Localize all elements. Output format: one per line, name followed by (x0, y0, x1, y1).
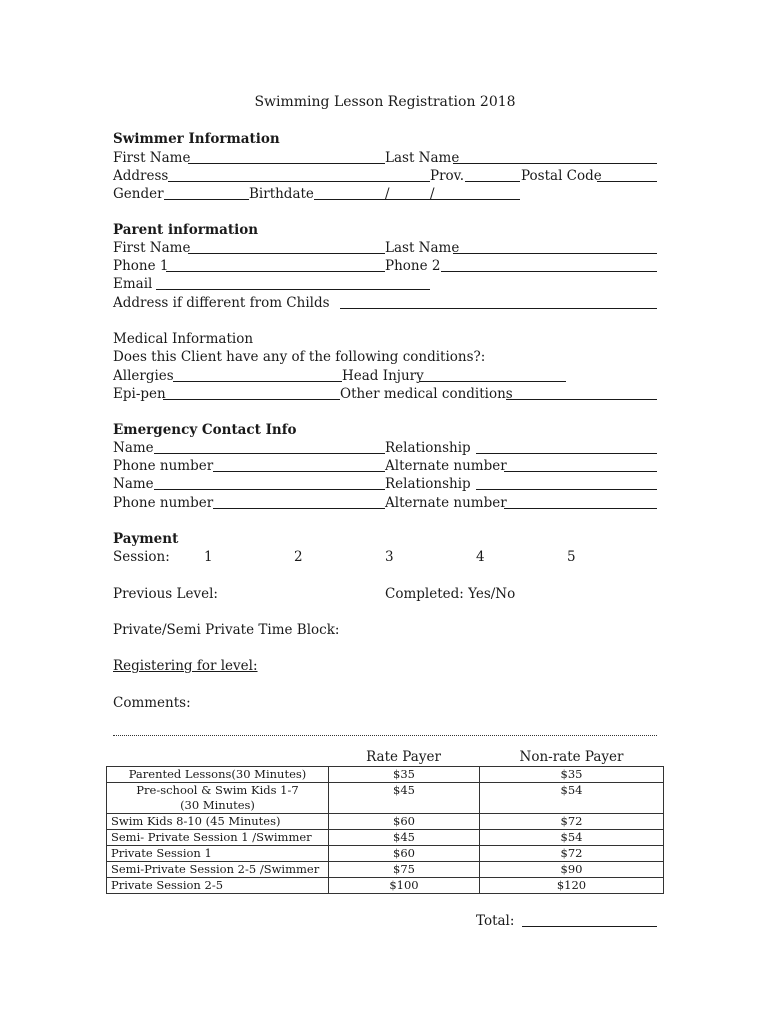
head-injury-field[interactable] (419, 367, 566, 382)
emergency-alternate-label: Alternate number (385, 458, 507, 474)
previous-level-label: Previous Level: (113, 586, 218, 602)
other-conditions-label: Other medical conditions (340, 386, 513, 402)
swimmer-gender-label: Gender (113, 186, 164, 202)
total-label: Total: (476, 913, 515, 929)
emergency-name-field[interactable] (154, 439, 385, 454)
emergency-relationship2-field[interactable] (476, 475, 657, 490)
session-option-4[interactable]: 4 (476, 549, 485, 565)
nonrate-price: $72 (480, 814, 664, 830)
allergies-label: Allergies (113, 368, 174, 384)
swimmer-first-name-field[interactable] (188, 149, 385, 164)
registering-level-label: Registering for level: (113, 658, 258, 674)
epipen-label: Epi-pen (113, 386, 166, 402)
parent-address-field[interactable] (340, 294, 657, 309)
nonrate-price: $90 (480, 862, 664, 878)
rate-price: $45 (329, 830, 480, 846)
lesson-name: Private Session 2-5 (107, 878, 329, 894)
table-row (107, 767, 664, 783)
nonrate-price: $35 (480, 767, 664, 783)
parent-phone2-field[interactable] (441, 257, 657, 272)
emergency-alternate2-field[interactable] (504, 494, 657, 509)
swimmer-last-name-label: Last Name (385, 150, 460, 166)
swimmer-prov-field[interactable] (465, 167, 520, 182)
parent-email-label: Email (113, 276, 153, 292)
lesson-name: Parented Lessons(30 Minutes) (107, 767, 329, 783)
parent-phone2-label: Phone 2 (385, 258, 441, 274)
emergency-phone2-label: Phone number (113, 495, 214, 511)
swimmer-postal-label: Postal Code (521, 168, 602, 184)
parent-last-name-label: Last Name (385, 240, 460, 256)
swimmer-postal-field[interactable] (597, 167, 657, 182)
rate-price: $60 (329, 846, 480, 862)
head-injury-label: Head Injury (342, 368, 424, 384)
session-option-2[interactable]: 2 (294, 549, 303, 565)
rate-price: $75 (329, 862, 480, 878)
swimmer-gender-field[interactable] (164, 185, 249, 200)
parent-address-label: Address if different from Childs (113, 295, 330, 311)
swimmer-birthdate-field[interactable] (314, 185, 520, 200)
lesson-name: Semi-Private Session 2-5 /Swimmer (107, 862, 329, 878)
parent-heading: Parent information (113, 222, 259, 238)
table-row (107, 783, 664, 814)
parent-first-name-label: First Name (113, 240, 191, 256)
comments-label: Comments: (113, 695, 191, 711)
lesson-name (107, 783, 329, 814)
session-option-3[interactable]: 3 (385, 549, 394, 565)
swimmer-address-field[interactable] (168, 167, 430, 182)
parent-phone1-label: Phone 1 (113, 258, 169, 274)
swimmer-last-name-field[interactable] (453, 149, 657, 164)
swimmer-prov-label: Prov. (430, 168, 464, 184)
rate-price: $45 (329, 783, 480, 814)
lesson-name: Semi- Private Session 1 /Swimmer (107, 830, 329, 846)
nonrate-price: $54 (480, 783, 664, 814)
nonrate-price: $72 (480, 846, 664, 862)
table-row (107, 862, 664, 878)
rate-price: $60 (329, 814, 480, 830)
medical-question: Does this Client have any of the following conditions?: (113, 349, 486, 365)
price-table (106, 766, 664, 894)
rate-price: $35 (329, 767, 480, 783)
payment-heading: Payment (113, 531, 179, 547)
rate-payer-header: Rate Payer (366, 749, 441, 765)
session-option-1[interactable]: 1 (204, 549, 213, 565)
emergency-relationship2-label: Relationship (385, 476, 471, 492)
nonrate-payer-header: Non-rate Payer (519, 749, 624, 765)
swimmer-first-name-label: First Name (113, 150, 191, 166)
emergency-name2-field[interactable] (154, 475, 385, 490)
allergies-field[interactable] (173, 367, 342, 382)
medical-heading: Medical Information (113, 331, 254, 347)
swimmer-heading: Swimmer Information (113, 131, 280, 147)
lesson-name-line1: Pre-school & Swim Kids 1-7 (136, 783, 299, 797)
comments-dotted-line[interactable] (113, 735, 657, 736)
emergency-heading: Emergency Contact Info (113, 422, 297, 438)
nonrate-price: $54 (480, 830, 664, 846)
table-row (107, 878, 664, 894)
completed-label: Completed: Yes/No (385, 586, 516, 602)
time-block-label: Private/Semi Private Time Block: (113, 622, 340, 638)
parent-phone1-field[interactable] (166, 257, 385, 272)
table-row (107, 830, 664, 846)
lesson-name: Private Session 1 (107, 846, 329, 862)
session-label: Session: (113, 549, 170, 565)
total-field[interactable] (522, 912, 657, 927)
emergency-alternate-field[interactable] (504, 457, 657, 472)
epipen-field[interactable] (163, 385, 340, 400)
parent-first-name-field[interactable] (188, 239, 385, 254)
parent-last-name-field[interactable] (453, 239, 657, 254)
emergency-phone2-field[interactable] (213, 494, 385, 509)
lesson-name-line2: (30 Minutes) (180, 798, 255, 812)
emergency-phone-label: Phone number (113, 458, 214, 474)
emergency-alternate2-label: Alternate number (385, 495, 507, 511)
birthdate-slash: / (430, 186, 435, 202)
other-conditions-field[interactable] (506, 385, 657, 400)
swimmer-birthdate-label: Birthdate (249, 186, 314, 202)
emergency-name-label: Name (113, 440, 154, 456)
table-row (107, 814, 664, 830)
birthdate-slash: / (385, 186, 390, 202)
swimmer-address-label: Address (113, 168, 169, 184)
emergency-relationship-field[interactable] (476, 439, 657, 454)
nonrate-price: $120 (480, 878, 664, 894)
emergency-relationship-label: Relationship (385, 440, 471, 456)
parent-email-field[interactable] (156, 275, 430, 290)
session-option-5[interactable]: 5 (567, 549, 576, 565)
emergency-phone-field[interactable] (213, 457, 385, 472)
rate-price: $100 (329, 878, 480, 894)
page-title: Swimming Lesson Registration 2018 (254, 94, 516, 110)
lesson-name: Swim Kids 8-10 (45 Minutes) (107, 814, 329, 830)
table-row (107, 846, 664, 862)
emergency-name2-label: Name (113, 476, 154, 492)
